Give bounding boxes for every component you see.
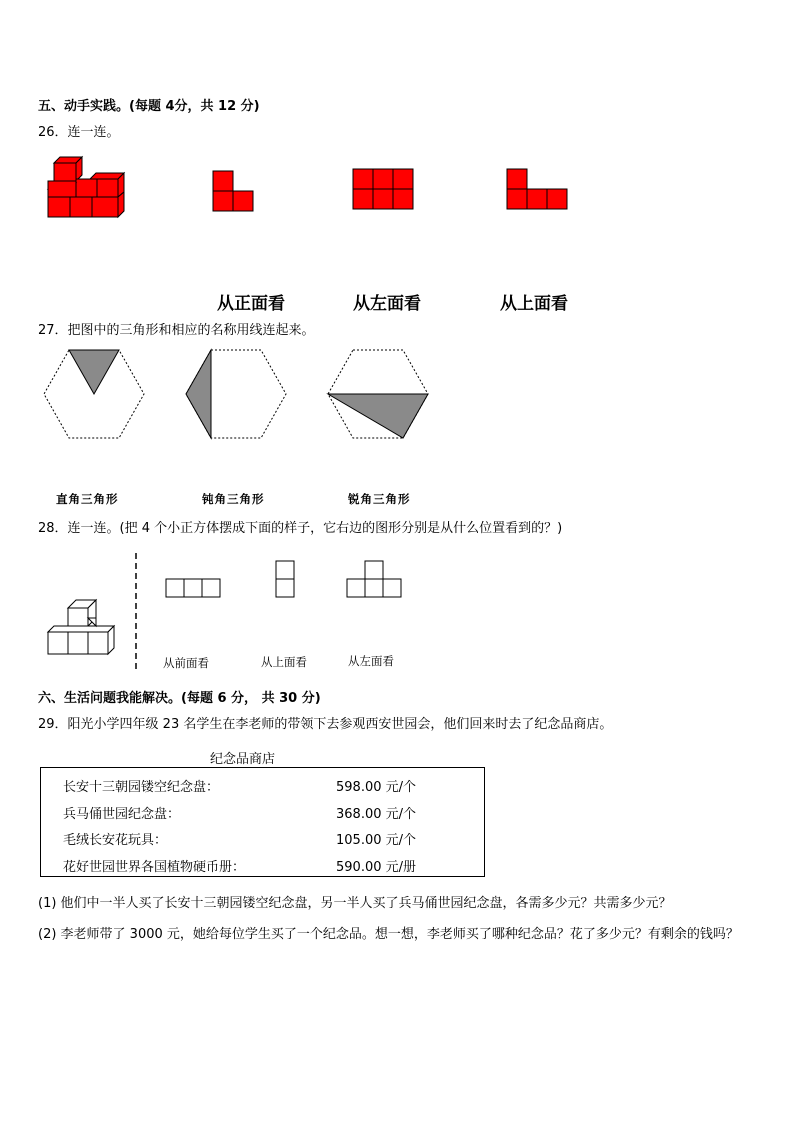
store-item-price: 598.00 元/个 [336,780,416,795]
q28-view-top: 从上面看 [261,655,307,669]
section6-heading: 六、生活问题我能解决。(每题 6 分， 共 30 分) [38,691,321,706]
q27-hexagon-3 [326,348,430,440]
store-item-name: 长安十三朝园镂空纪念盘： [63,780,220,795]
store-item-name: 毛绒长安花玩具： [63,833,168,848]
q26-view-top: 从上面看 [500,294,568,314]
store-item-name: 花好世园世界各国植物硬币册： [63,860,246,875]
q28-view-row [165,578,223,600]
q27-hexagon-2 [184,348,288,440]
section5-heading: 五、动手实践。(每题 4分，共 12 分) [38,99,260,114]
store-price-table [40,767,485,877]
q28-divider [133,553,139,669]
q26-view-l-shape [212,170,256,212]
q26-view-front: 从正面看 [217,294,285,314]
q28-view-left: 从左面看 [348,654,394,668]
q28-view-t-shape [346,560,404,600]
q26-label: 26．连一连。 [38,125,120,140]
q27-label: 27．把图中的三角形和相应的名称用线连起来。 [38,323,315,338]
q29-sub1: (1) 他们中一半人买了长安十三朝园镂空纪念盘，另一半人买了兵马俑世园纪念盘，各需多少元？共需多少元？ [38,896,672,911]
q28-cube-stack [44,596,124,658]
q26-view-step [506,168,570,212]
q26-cube-solid [40,155,130,220]
q27-hexagon-1 [42,348,146,440]
store-item-name: 兵马俑世园纪念盘： [63,807,181,822]
q27-name-obtuse: 钝角三角形 [202,492,265,506]
q27-name-right: 直角三角形 [56,492,119,506]
store-item-price: 368.00 元/个 [336,807,416,822]
q26-view-grid [352,168,414,212]
q28-view-column [275,560,297,600]
store-item-price: 105.00 元/个 [336,833,416,848]
q28-label: 28．连一连。(把 4 个小正方体摆成下面的样子，它右边的图形分别是从什么位置看到的？) [38,521,563,536]
q29-label: 29．阳光小学四年级 23 名学生在李老师的带领下去参观西安世园会，他们回来时去了纪念品商店。 [38,717,613,732]
store-title: 纪念品商店 [210,752,276,767]
store-item-price: 590.00 元/册 [336,860,416,875]
q29-sub2: (2) 李老师带了 3000 元，她给每位学生买了一个纪念品。想一想，李老师买了哪种纪念品？花了多少元？有剩余的钱吗？ [38,927,739,942]
q27-name-acute: 锐角三角形 [348,492,411,506]
q28-view-front: 从前面看 [163,656,209,670]
q26-view-left: 从左面看 [353,294,421,314]
